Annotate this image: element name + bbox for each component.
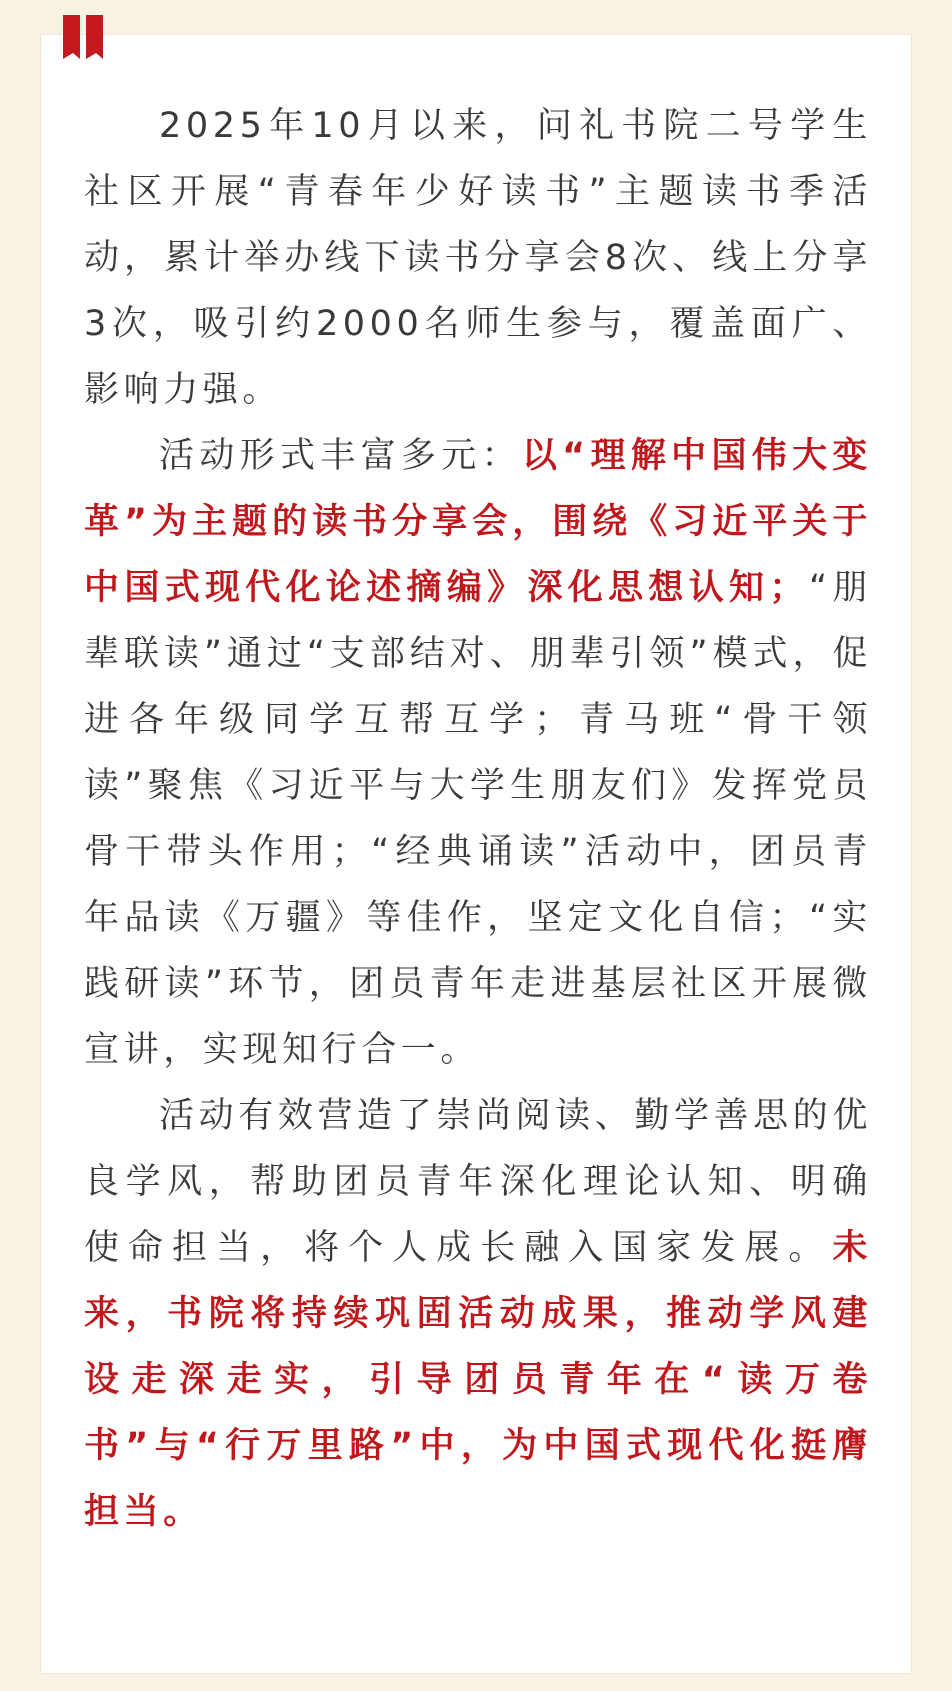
paragraph-3-highlight: 未来，书院将持续巩固活动成果，推动学风建设走深走实，引导团员青年在“读万卷书”与“行万里路”中，为中国式现代化挺膺担当。: [84, 1228, 872, 1532]
paragraph-1-text: 2025年10月以来，问礼书院二号学生社区开展“青春年少好读书”主题读书季活动，累计举办线下读书分享会8次、线上分享3次，吸引约2000名师生参与，覆盖面广、影响力强。: [84, 106, 872, 410]
paragraph-2-highlight: 以“理解中国伟大变革”为主题的读书分享会，围绕《习近平关于中国式现代化论述摘编》深化思想认知；: [84, 436, 872, 608]
article-body: [84, 93, 872, 1545]
paragraph-1: [84, 93, 872, 423]
paragraph-2-body: “朋辈联读”通过“支部结对、朋辈引领”模式，促进各年级同学互帮互学；青马班“骨干领读”聚焦《习近平与大学生朋友们》发挥党员骨干带头作用；“经典诵读”活动中，团员青年品读《万疆》等佳作，坚定文化自信；“实践研读”环节，团员青年走进基层社区开展微宣讲，实现知行合一。: [84, 568, 872, 1070]
paragraph-3: [84, 1083, 872, 1545]
article-card: [40, 34, 912, 1674]
quote-mark-icon: [61, 15, 107, 67]
paragraph-2-intro: 活动形式丰富多元：: [159, 436, 522, 476]
paragraph-2: [84, 423, 872, 1083]
paragraph-3-body: 活动有效营造了崇尚阅读、勤学善思的优良学风，帮助团员青年深化理论认知、明确使命担当，将个人成长融入国家发展。: [84, 1096, 872, 1268]
